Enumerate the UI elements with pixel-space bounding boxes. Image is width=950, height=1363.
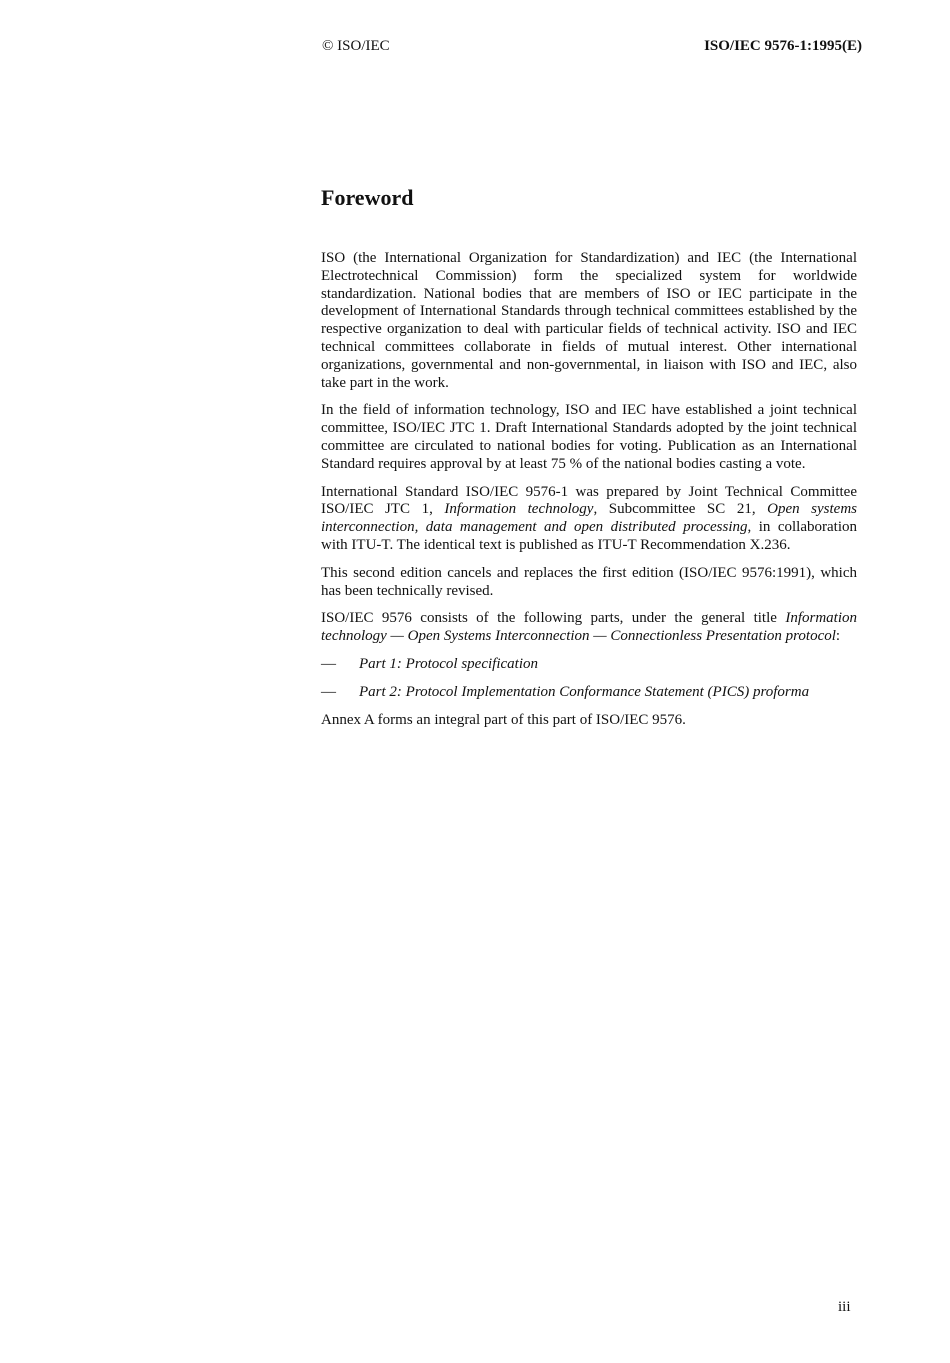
paragraph-iso-iec-intro: ISO (the International Organization for Standardization) and IEC (the International Electrotechnical Commission) form the specialized system for worldwide standardization. National bodies that are members of ISO or IEC participate in the development of International Standards through technical committees established by the respective organization to deal with particular fields of technical activity. ISO and IEC technical committees collaborate in fields of mutual interest. Other international organizations, governmental and non-governmental, in liaison with ISO and IEC, also take part in the work. bbox=[321, 250, 857, 391]
dash-marker: — bbox=[321, 683, 336, 700]
committee-title: Information technology bbox=[444, 501, 594, 518]
header-document-number: ISO/IEC 9576-1:1995(E) bbox=[704, 38, 862, 54]
list-item-part-2 bbox=[321, 684, 857, 702]
paragraph-prepared-by bbox=[321, 484, 857, 555]
list-item-text: Part 1: Protocol specification bbox=[359, 655, 538, 672]
subcommittee-title: Open systems interconnection, data management and open distributed processing bbox=[321, 501, 857, 536]
list-item-part-1 bbox=[321, 656, 857, 674]
page-title: Foreword bbox=[321, 185, 414, 210]
paragraph-annex: Annex A forms an integral part of this part of ISO/IEC 9576. bbox=[321, 711, 686, 728]
dash-marker: — bbox=[321, 655, 336, 672]
list-item-text: Part 2: Protocol Implementation Conformance Statement (PICS) proforma bbox=[359, 683, 810, 700]
header-copyright: © ISO/IEC bbox=[322, 38, 390, 54]
parts-intro-text-2: : bbox=[835, 628, 841, 645]
parts-intro-text-1: ISO/IEC 9576 consists of the following parts, under the general title bbox=[321, 610, 786, 627]
paragraph-jtc1: In the field of information technology, ISO and IEC have established a joint technical committee, ISO/IEC JTC 1. Draft International Standards adopted by the joint technical committee are circulated to national bodies for voting. Publication as an International Standard requires approval by at least 75 % of the national bodies casting a vote. bbox=[321, 402, 857, 472]
prepared-by-text-3: , in collaboration with ITU-T. The identical text is published as ITU-T Recommendation X.236. bbox=[321, 519, 857, 553]
general-title: Information technology — Open Systems Interconnection — Connectionless Presentation protocol bbox=[321, 610, 857, 645]
prepared-by-text-2: , Subcommittee SC 21, bbox=[593, 501, 768, 518]
paragraph-edition: This second edition cancels and replaces the first edition (ISO/IEC 9576:1991), which has been technically revised. bbox=[321, 564, 857, 599]
page-number: iii bbox=[838, 1299, 851, 1315]
paragraph-parts-intro bbox=[321, 610, 857, 646]
foreword-body bbox=[321, 250, 857, 739]
prepared-by-text-1: International Standard ISO/IEC 9576-1 was prepared by Joint Technical Committee ISO/IEC JTC 1, bbox=[321, 483, 857, 518]
